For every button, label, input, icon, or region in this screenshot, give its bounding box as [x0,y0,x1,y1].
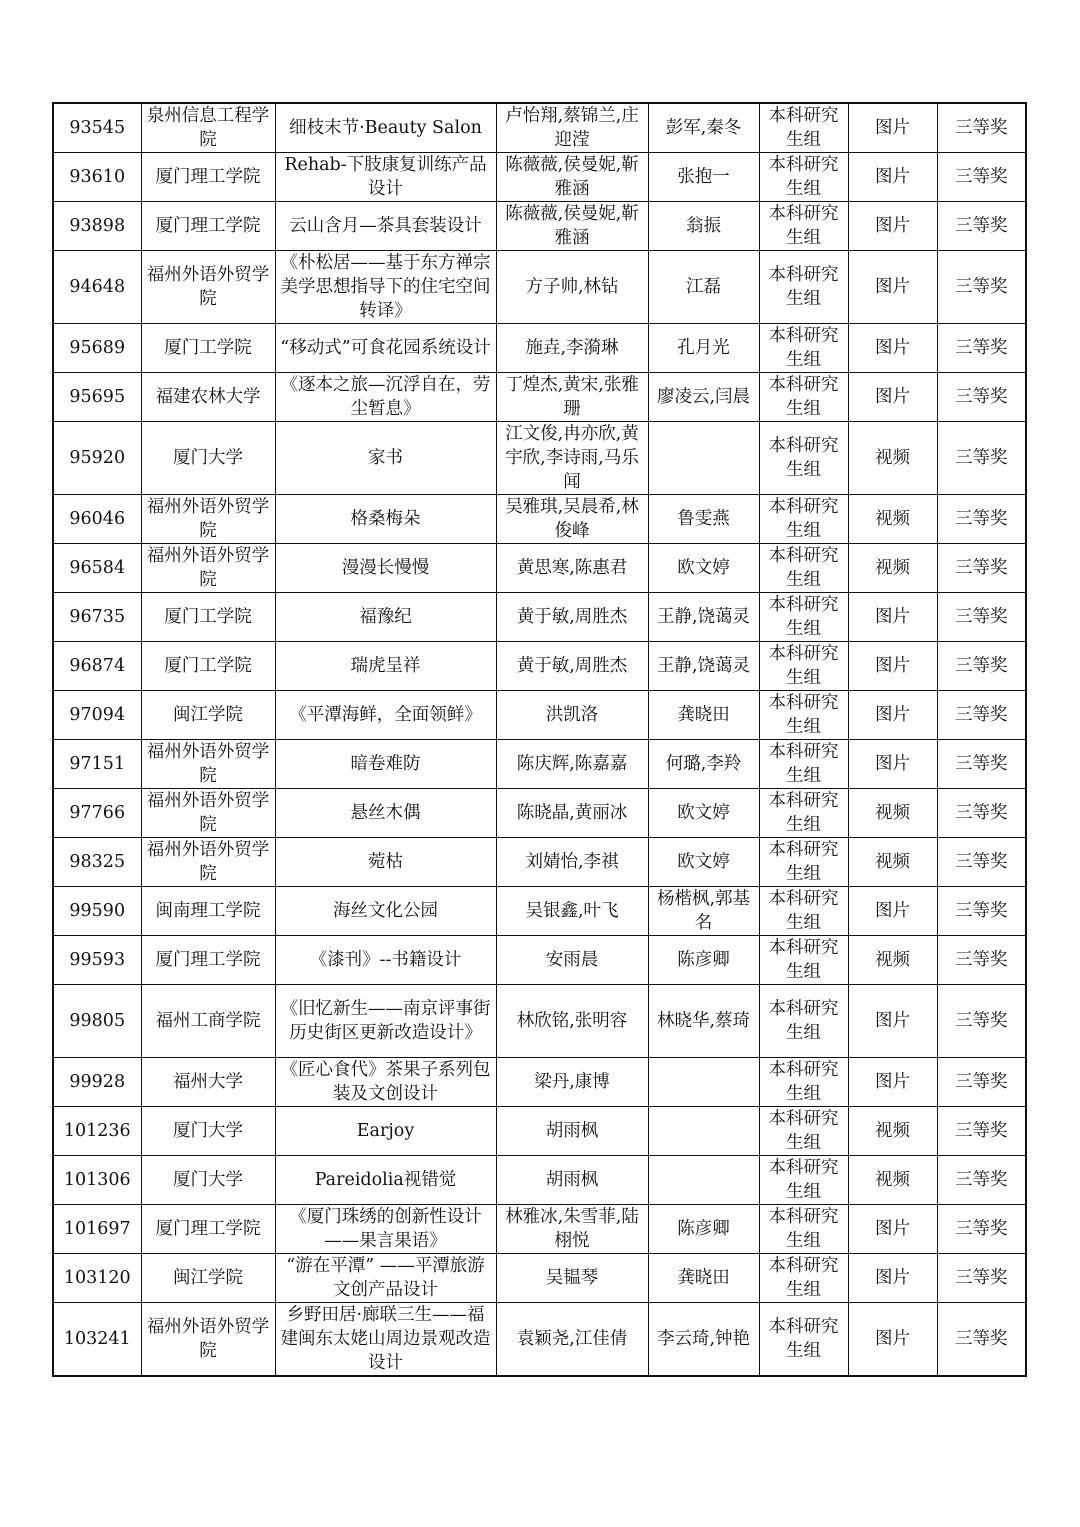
work-type-cell: 图片 [848,1058,937,1107]
table-row [53,103,1026,153]
work-type-cell: 视频 [848,422,937,495]
advisor-cell: 王静,饶蔼灵 [648,642,759,691]
work-type-cell: 视频 [848,936,937,985]
authors-cell: 陈晓晶,黄丽冰 [496,789,648,838]
advisor-cell [648,1156,759,1205]
authors-cell: 施垚,李漪琳 [496,324,648,373]
entry-id-cell: 99805 [53,985,141,1058]
entry-id-cell: 93545 [53,103,141,153]
entry-id-cell: 97094 [53,691,141,740]
work-type-cell: 视频 [848,789,937,838]
table-row [53,838,1026,887]
work-title-cell: Pareidolia视错觉 [275,1156,496,1205]
award-cell: 三等奖 [937,422,1026,495]
table-row [53,887,1026,936]
school-cell: 闽江学院 [141,1254,275,1303]
table-row [53,985,1026,1058]
work-type-cell: 图片 [848,103,937,153]
work-title-cell: “移动式”可食花园系统设计 [275,324,496,373]
authors-cell: 林欣铭,张明容 [496,985,648,1058]
work-type-cell: 视频 [848,1156,937,1205]
advisor-cell: 欧文婷 [648,789,759,838]
school-cell: 厦门理工学院 [141,936,275,985]
advisor-cell: 廖凌云,闫晨 [648,373,759,422]
award-table-body [53,103,1026,1376]
advisor-cell: 翁振 [648,202,759,251]
advisor-cell: 欧文婷 [648,838,759,887]
entry-id-cell: 101306 [53,1156,141,1205]
school-cell: 福州外语外贸学院 [141,544,275,593]
group-cell: 本科研究生组 [759,495,848,544]
authors-cell: 袁颖尧,江佳倩 [496,1303,648,1377]
award-cell: 三等奖 [937,202,1026,251]
work-type-cell: 图片 [848,740,937,789]
entry-id-cell: 95695 [53,373,141,422]
work-title-cell: 悬丝木偶 [275,789,496,838]
entry-id-cell: 96735 [53,593,141,642]
award-cell: 三等奖 [937,887,1026,936]
work-type-cell: 图片 [848,324,937,373]
work-title-cell: 《漆刊》--书籍设计 [275,936,496,985]
award-cell: 三等奖 [937,1205,1026,1254]
group-cell: 本科研究生组 [759,838,848,887]
table-row [53,202,1026,251]
school-cell: 厦门理工学院 [141,153,275,202]
table-row [53,1058,1026,1107]
work-title-cell: Rehab-下肢康复训练产品设计 [275,153,496,202]
entry-id-cell: 93610 [53,153,141,202]
authors-cell: 吴银鑫,叶飞 [496,887,648,936]
advisor-cell: 欧文婷 [648,544,759,593]
award-cell: 三等奖 [937,1254,1026,1303]
authors-cell: 吴韫琴 [496,1254,648,1303]
authors-cell: 胡雨枫 [496,1107,648,1156]
table-row [53,1107,1026,1156]
entry-id-cell: 98325 [53,838,141,887]
work-title-cell: 暗卷难防 [275,740,496,789]
authors-cell: 江文俊,冉亦欣,黄宇欣,李诗雨,马乐闻 [496,422,648,495]
school-cell: 福州外语外贸学院 [141,251,275,324]
authors-cell: 胡雨枫 [496,1156,648,1205]
work-title-cell: 家书 [275,422,496,495]
group-cell: 本科研究生组 [759,373,848,422]
group-cell: 本科研究生组 [759,1303,848,1377]
school-cell: 福州工商学院 [141,985,275,1058]
work-title-cell: 《平潭海鲜，全面领鲜》 [275,691,496,740]
entry-id-cell: 103120 [53,1254,141,1303]
group-cell: 本科研究生组 [759,1107,848,1156]
entry-id-cell: 97151 [53,740,141,789]
authors-cell: 安雨晨 [496,936,648,985]
work-title-cell: 漫漫长慢慢 [275,544,496,593]
group-cell: 本科研究生组 [759,544,848,593]
award-cell: 三等奖 [937,593,1026,642]
advisor-cell [648,1058,759,1107]
work-type-cell: 图片 [848,985,937,1058]
group-cell: 本科研究生组 [759,936,848,985]
work-title-cell: 《厦门珠绣的创新性设计——果言果语》 [275,1205,496,1254]
work-title-cell: 福豫纪 [275,593,496,642]
school-cell: 福州外语外贸学院 [141,838,275,887]
entry-id-cell: 99928 [53,1058,141,1107]
advisor-cell: 孔月光 [648,324,759,373]
entry-id-cell: 95920 [53,422,141,495]
award-cell: 三等奖 [937,1303,1026,1377]
school-cell: 厦门大学 [141,1107,275,1156]
table-row [53,251,1026,324]
work-title-cell: 格桑梅朵 [275,495,496,544]
entry-id-cell: 99593 [53,936,141,985]
entry-id-cell: 96046 [53,495,141,544]
group-cell: 本科研究生组 [759,422,848,495]
award-cell: 三等奖 [937,838,1026,887]
school-cell: 厦门大学 [141,1156,275,1205]
table-row [53,1156,1026,1205]
authors-cell: 卢怡翔,蔡锦兰,庄迎滢 [496,103,648,153]
award-cell: 三等奖 [937,691,1026,740]
authors-cell: 方子帅,林钻 [496,251,648,324]
authors-cell: 刘婧怡,李祺 [496,838,648,887]
table-row [53,1254,1026,1303]
award-cell: 三等奖 [937,740,1026,789]
entry-id-cell: 103241 [53,1303,141,1377]
work-title-cell: “游在平潭” ——平潭旅游文创产品设计 [275,1254,496,1303]
authors-cell: 黄于敏,周胜杰 [496,593,648,642]
group-cell: 本科研究生组 [759,740,848,789]
group-cell: 本科研究生组 [759,691,848,740]
award-cell: 三等奖 [937,544,1026,593]
table-row [53,691,1026,740]
work-title-cell: 细枝末节·Beauty Salon [275,103,496,153]
authors-cell: 陈薇薇,侯曼妮,靳雅涵 [496,202,648,251]
advisor-cell: 江磊 [648,251,759,324]
table-row [53,495,1026,544]
award-cell: 三等奖 [937,251,1026,324]
entry-id-cell: 96874 [53,642,141,691]
work-title-cell: 《匠心食代》茶果子系列包装及文创设计 [275,1058,496,1107]
group-cell: 本科研究生组 [759,153,848,202]
work-type-cell: 图片 [848,642,937,691]
group-cell: 本科研究生组 [759,887,848,936]
award-cell: 三等奖 [937,1156,1026,1205]
table-row [53,373,1026,422]
entry-id-cell: 93898 [53,202,141,251]
school-cell: 福州外语外贸学院 [141,495,275,544]
table-row [53,1303,1026,1377]
work-type-cell: 图片 [848,1303,937,1377]
group-cell: 本科研究生组 [759,1254,848,1303]
award-cell: 三等奖 [937,642,1026,691]
advisor-cell: 李云琦,钟艳 [648,1303,759,1377]
table-row [53,422,1026,495]
entry-id-cell: 101697 [53,1205,141,1254]
school-cell: 闽南理工学院 [141,887,275,936]
table-row [53,593,1026,642]
work-type-cell: 图片 [848,1205,937,1254]
award-cell: 三等奖 [937,1107,1026,1156]
work-type-cell: 图片 [848,593,937,642]
work-type-cell: 视频 [848,544,937,593]
school-cell: 厦门工学院 [141,324,275,373]
advisor-cell: 王静,饶蔼灵 [648,593,759,642]
school-cell: 厦门工学院 [141,593,275,642]
work-title-cell: Earjoy [275,1107,496,1156]
school-cell: 福州外语外贸学院 [141,740,275,789]
table-row [53,936,1026,985]
work-title-cell: 乡野田居·廊联三生——福建闽东太姥山周边景观改造设计 [275,1303,496,1377]
advisor-cell: 何璐,李羚 [648,740,759,789]
award-cell: 三等奖 [937,789,1026,838]
work-type-cell: 图片 [848,251,937,324]
entry-id-cell: 96584 [53,544,141,593]
group-cell: 本科研究生组 [759,251,848,324]
authors-cell: 洪凯洛 [496,691,648,740]
work-title-cell: 《旧忆新生——南京评事街历史街区更新改造设计》 [275,985,496,1058]
authors-cell: 丁煌杰,黄宋,张雅珊 [496,373,648,422]
group-cell: 本科研究生组 [759,985,848,1058]
award-cell: 三等奖 [937,985,1026,1058]
award-cell: 三等奖 [937,153,1026,202]
group-cell: 本科研究生组 [759,1205,848,1254]
work-type-cell: 图片 [848,153,937,202]
table-row [53,324,1026,373]
table-row [53,740,1026,789]
advisor-cell [648,1107,759,1156]
advisor-cell: 张抱一 [648,153,759,202]
advisor-cell: 杨楷枫,郭基名 [648,887,759,936]
authors-cell: 黄思寒,陈惠君 [496,544,648,593]
group-cell: 本科研究生组 [759,1156,848,1205]
advisor-cell: 陈彦卿 [648,936,759,985]
table-row [53,1205,1026,1254]
table-row [53,544,1026,593]
advisor-cell [648,422,759,495]
school-cell: 福建农林大学 [141,373,275,422]
school-cell: 闽江学院 [141,691,275,740]
table-row [53,153,1026,202]
school-cell: 厦门理工学院 [141,1205,275,1254]
work-type-cell: 图片 [848,1254,937,1303]
school-cell: 厦门工学院 [141,642,275,691]
award-cell: 三等奖 [937,1058,1026,1107]
work-type-cell: 图片 [848,373,937,422]
table-row [53,789,1026,838]
award-table [52,102,1027,1377]
entry-id-cell: 101236 [53,1107,141,1156]
entry-id-cell: 94648 [53,251,141,324]
group-cell: 本科研究生组 [759,324,848,373]
school-cell: 福州大学 [141,1058,275,1107]
advisor-cell: 龚晓田 [648,691,759,740]
award-cell: 三等奖 [937,103,1026,153]
school-cell: 福州外语外贸学院 [141,789,275,838]
award-cell: 三等奖 [937,495,1026,544]
authors-cell: 黄于敏,周胜杰 [496,642,648,691]
school-cell: 泉州信息工程学院 [141,103,275,153]
authors-cell: 林雅冰,朱雪菲,陆栩悦 [496,1205,648,1254]
entry-id-cell: 97766 [53,789,141,838]
authors-cell: 吴雅琪,吴晨希,林俊峰 [496,495,648,544]
work-title-cell: 云山含月—茶具套装设计 [275,202,496,251]
authors-cell: 梁丹,康博 [496,1058,648,1107]
advisor-cell: 林晓华,蔡琦 [648,985,759,1058]
work-type-cell: 视频 [848,1107,937,1156]
work-title-cell: 瑞虎呈祥 [275,642,496,691]
advisor-cell: 彭军,秦冬 [648,103,759,153]
advisor-cell: 鲁雯燕 [648,495,759,544]
work-title-cell: 海丝文化公园 [275,887,496,936]
work-title-cell: 《逐本之旅—沉浮自在，劳尘暂息》 [275,373,496,422]
group-cell: 本科研究生组 [759,789,848,838]
advisor-cell: 龚晓田 [648,1254,759,1303]
award-cell: 三等奖 [937,936,1026,985]
work-type-cell: 图片 [848,887,937,936]
group-cell: 本科研究生组 [759,642,848,691]
work-type-cell: 视频 [848,495,937,544]
work-title-cell: 《朴松居——基于东方禅宗美学思想指导下的住宅空间转译》 [275,251,496,324]
school-cell: 厦门理工学院 [141,202,275,251]
award-cell: 三等奖 [937,324,1026,373]
group-cell: 本科研究生组 [759,1058,848,1107]
advisor-cell: 陈彦卿 [648,1205,759,1254]
work-type-cell: 视频 [848,838,937,887]
award-cell: 三等奖 [937,373,1026,422]
work-type-cell: 图片 [848,202,937,251]
entry-id-cell: 95689 [53,324,141,373]
school-cell: 厦门大学 [141,422,275,495]
work-title-cell: 菀枯 [275,838,496,887]
work-type-cell: 图片 [848,691,937,740]
table-row [53,642,1026,691]
entry-id-cell: 99590 [53,887,141,936]
group-cell: 本科研究生组 [759,202,848,251]
authors-cell: 陈薇薇,侯曼妮,靳雅涵 [496,153,648,202]
authors-cell: 陈庆辉,陈嘉嘉 [496,740,648,789]
group-cell: 本科研究生组 [759,593,848,642]
group-cell: 本科研究生组 [759,103,848,153]
school-cell: 福州外语外贸学院 [141,1303,275,1377]
